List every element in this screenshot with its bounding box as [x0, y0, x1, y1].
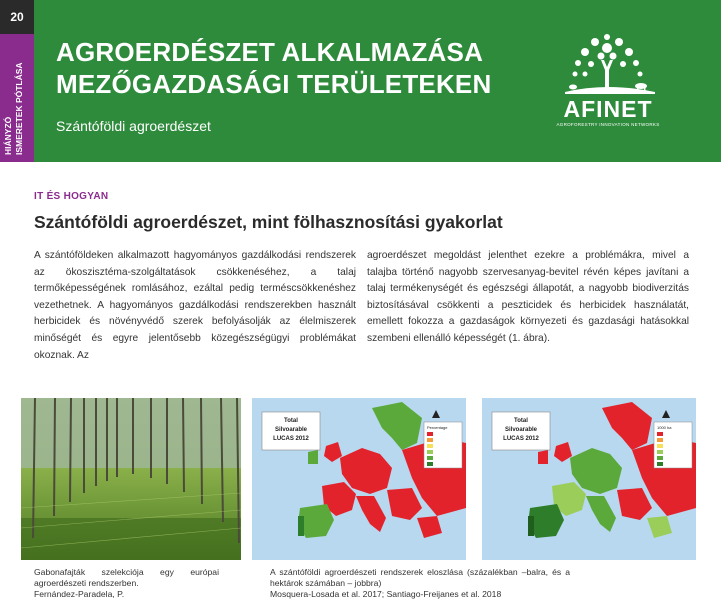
map2-box-line2: Silvoarable: [504, 427, 538, 433]
agroforestry-photo: [21, 398, 241, 560]
photo-caption: [34, 567, 219, 599]
page-number: 20: [0, 0, 34, 34]
side-label-line2: ISMERETEK PÓTLÁSA: [14, 62, 24, 155]
body-column-left: A szántóföldeken alkalmazott hagyományos gazdálkodási rendszerek az ökoszisztéma-szolgáltatások csökkenéséhez, a talaj termőképességének romlásához, ezáltal pedig terméscsökkenéshez vezethetnek. A hagyományos gazdálkodási rendszerekben használt herbicidek és növényvédő szerek befolyásolják az élelmiszerek minőségét és egyre jelentősebb közegészségügyi problémákat okoznak. Az: [34, 250, 356, 361]
title-line1: AGROERDÉSZET ALKALMAZÁSA: [56, 37, 484, 67]
title-line2: MEZŐGAZDASÁGI TERÜLETEKEN: [56, 69, 492, 99]
map2-box-line1: Total: [514, 418, 528, 424]
maps-caption: [270, 567, 570, 599]
afinet-logo-tagline: AGROFORESTRY INNOVATION NETWORKS: [556, 122, 660, 127]
map1-box-line1: Total: [284, 418, 298, 424]
page-subtitle: Szántóföldi agroerdészet: [56, 118, 211, 134]
afinet-logo-text: AFINET: [563, 96, 653, 122]
maps-caption-text: A szántóföldi agroerdészeti rendszerek eloszlása (százalékban –balra, és a hektárok számában – jobbra): [270, 567, 570, 588]
photo-caption-credit: Fernández-Paradela, P.: [34, 588, 125, 599]
maps-caption-credit: Mosquera-Losada et al. 2017; Santiago-Freijanes et al. 2018: [270, 588, 502, 599]
page-title: [56, 36, 491, 100]
map2-box-line3: LUCAS 2012: [503, 436, 539, 442]
article-heading: Szántóföldi agroerdészet, mint fölhasznosítási gyakorlat: [34, 212, 503, 232]
section-side-label: [3, 35, 25, 155]
map1-legend-title: Percentage: [427, 425, 448, 430]
map2-legend-title: 1000 ha: [657, 425, 672, 430]
europe-map-hectares: [482, 398, 696, 560]
body-column-right: agroerdészet megoldást jelenthet ezekre a problémákra, mivel a talajba történő nagyobb szervesanyag-bevitel révén képes javítani a talaj termékenységét és egészségi állapotát, a nagyobb biodiverzitás biztosításával csökkenti a peszticidek és herbicidek használatát, emellett fokozza a gazdaságok környezeti és gazdasági hatásokkal szembeni ellenálló képességét (1. ábra).: [367, 250, 689, 344]
section-kicker: IT ÉS HOGYAN: [34, 191, 109, 202]
map1-box-line3: LUCAS 2012: [273, 436, 309, 442]
europe-map-percentage: [252, 398, 466, 560]
photo-caption-text: Gabonafajták szelekciója egy európai agroerdészeti rendszerben.: [34, 567, 219, 588]
side-label-line1: HIÁNYZÓ: [3, 116, 13, 155]
map1-box-line2: Silvoarable: [274, 427, 308, 433]
